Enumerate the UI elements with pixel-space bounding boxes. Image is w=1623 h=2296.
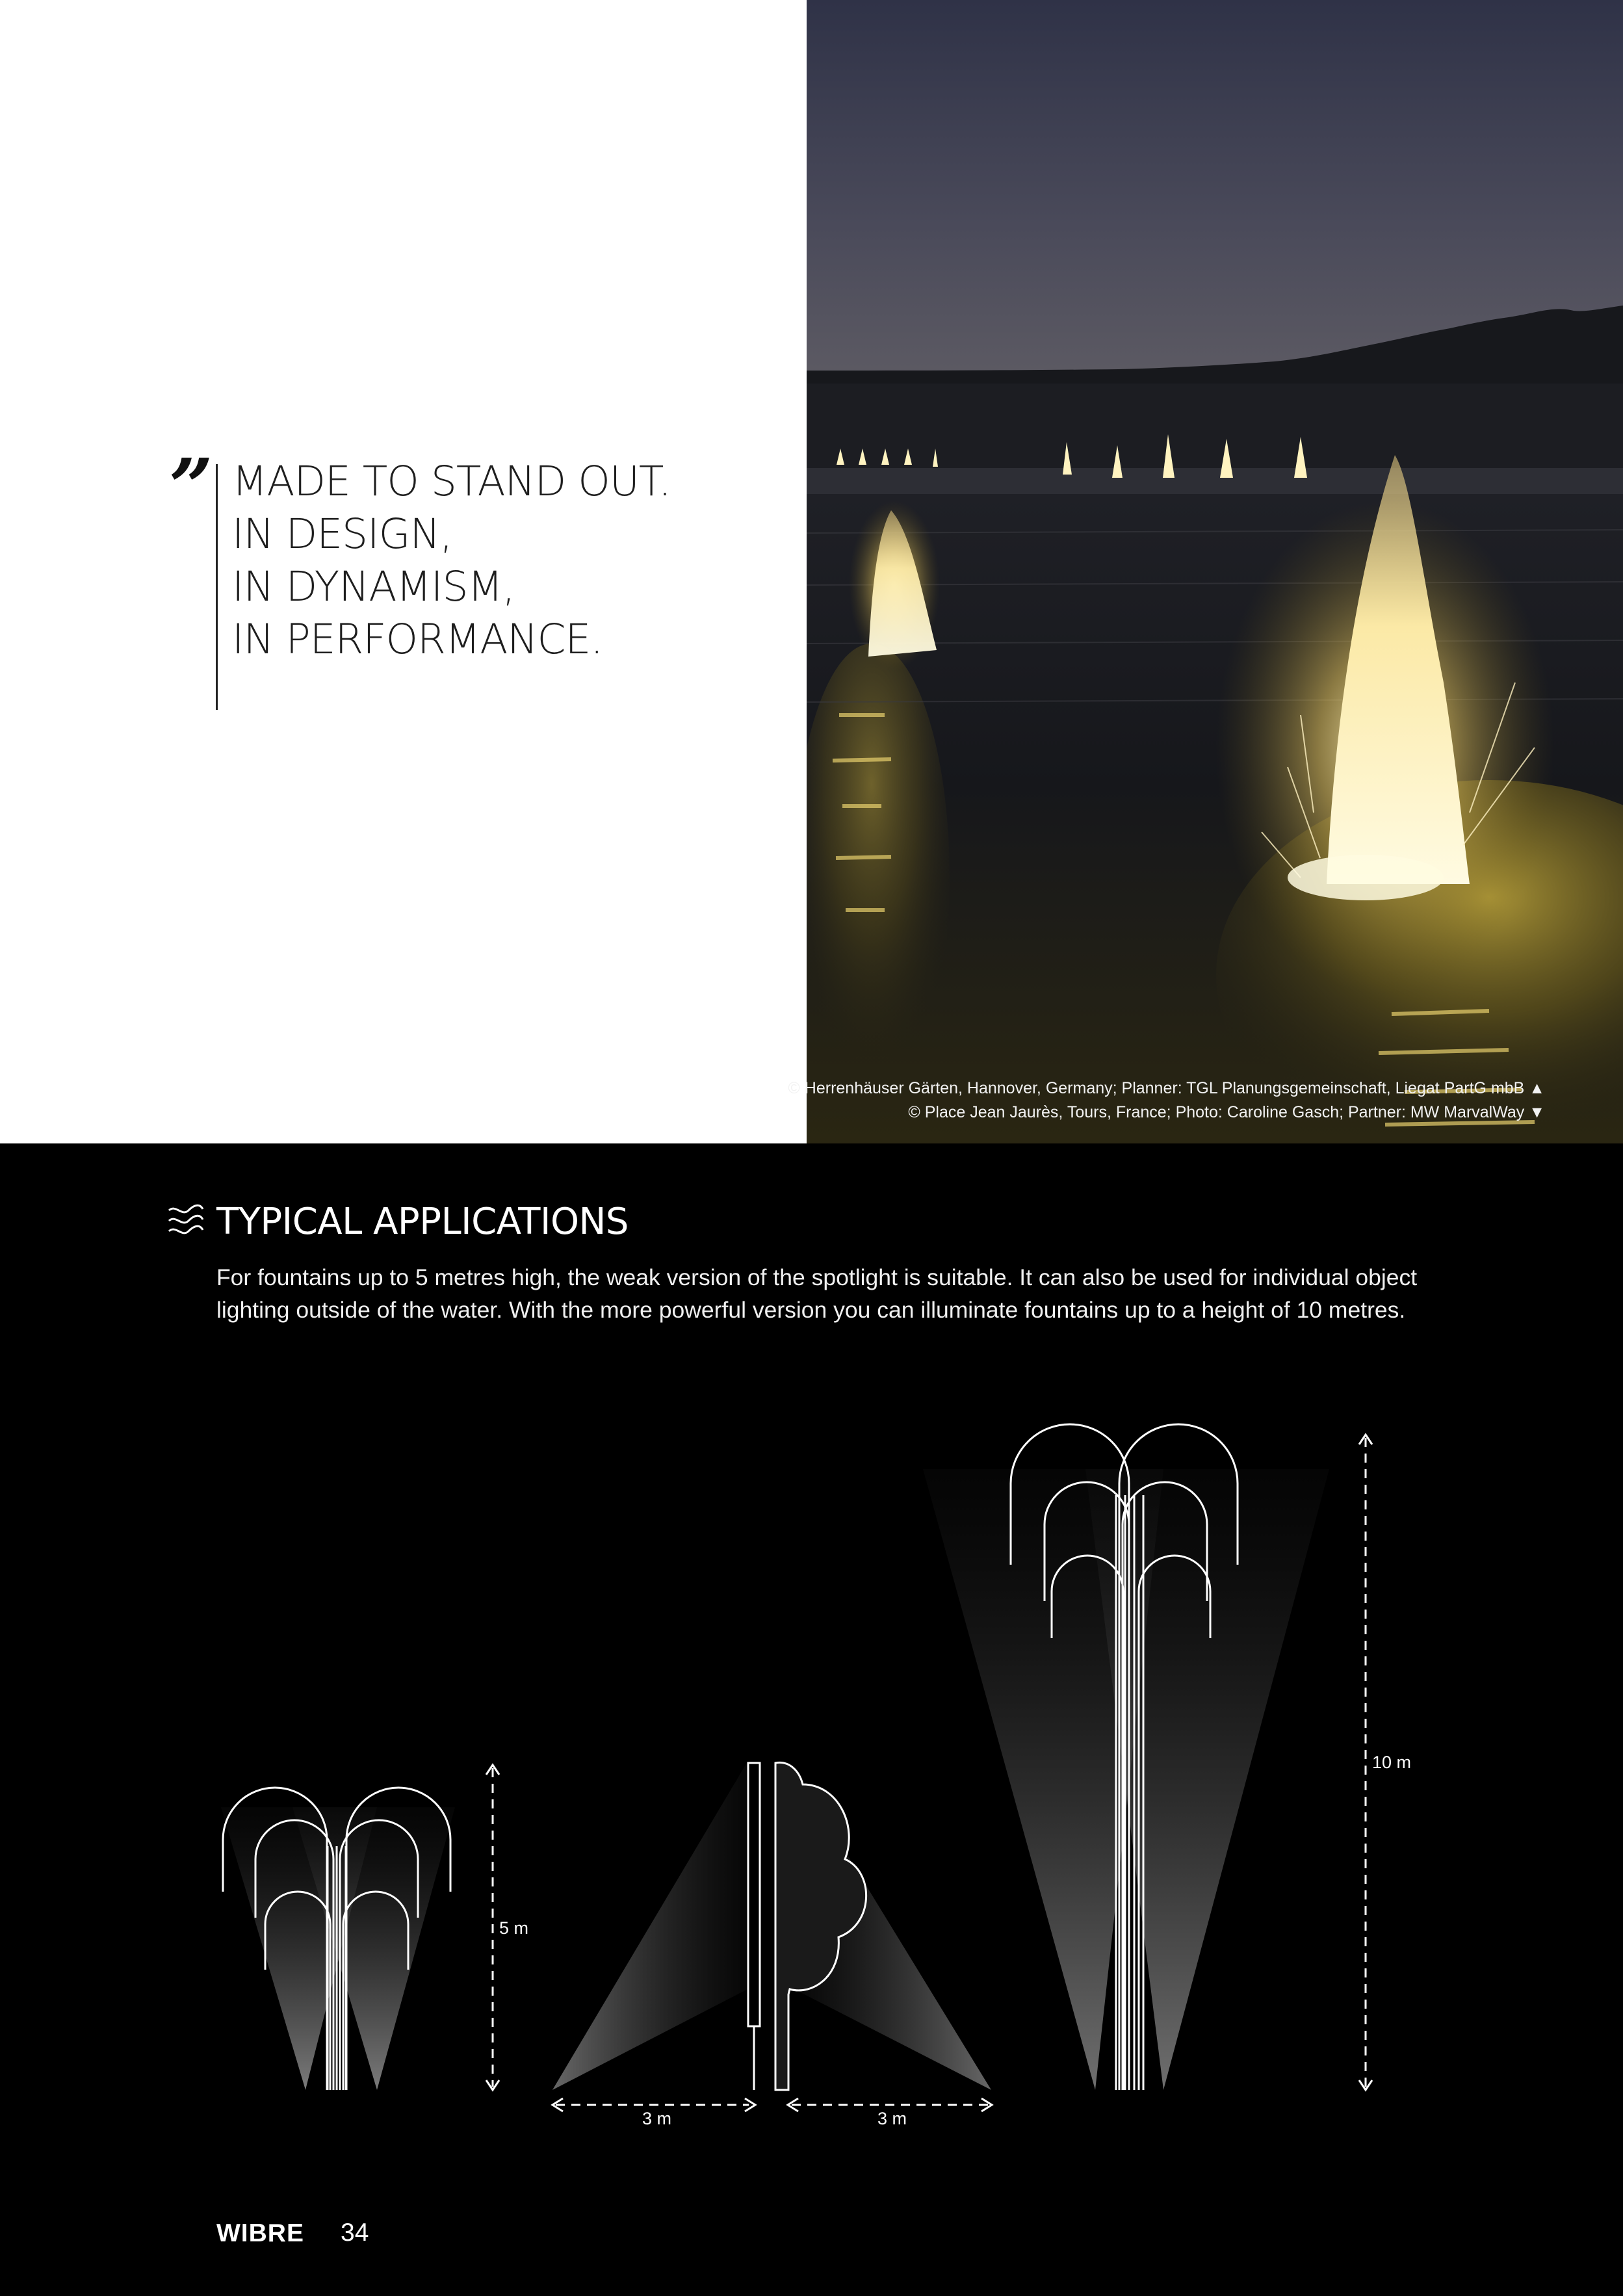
applications-diagram	[0, 1398, 1623, 2145]
tagline-line-1: MADE TO STAND OUT.	[232, 458, 671, 505]
tagline-line-4: IN PERFORMANCE.	[232, 616, 603, 663]
photo-credit-line-1: © Herrenhäuser Gärten, Hannover, Germany; Planner: TGL Planungsgemeinschaft, Liegat PartG mbB ▲	[788, 1079, 1545, 1097]
tagline-line-3: IN DYNAMISM,	[232, 563, 515, 610]
photo-credit-line-2: © Place Jean Jaurès, Tours, France; Photo: Caroline Gasch; Partner: MW MarvalWay ▼	[908, 1103, 1545, 1121]
page-number: 34	[341, 2219, 369, 2247]
object-lighting-figure	[552, 1762, 991, 2090]
fountain-10m-figure	[923, 1424, 1329, 2090]
quote-mark: ”	[169, 441, 213, 532]
label-3m-left: 3 m	[642, 2109, 672, 2128]
label-5m: 5 m	[499, 1918, 529, 1938]
body-line-1: For fountains up to 5 metres high, the weak version of the spotlight is suitable. It can also be used for individual object	[216, 1264, 1418, 1290]
section-title: TYPICAL APPLICATIONS	[216, 1201, 629, 1243]
waves-icon	[168, 1203, 204, 1239]
quote-rule	[216, 464, 218, 710]
label-3m-right: 3 m	[877, 2109, 907, 2128]
fountain-photo	[807, 0, 1623, 1143]
tagline-line-2: IN DESIGN,	[232, 510, 452, 558]
body-line-2: lighting outside of the water. With the more powerful version you can illuminate fountains up to a height of 10 metres.	[216, 1297, 1406, 1323]
label-10m: 10 m	[1372, 1753, 1412, 1772]
section-body	[216, 1261, 1451, 1326]
fountain-5m-figure	[221, 1788, 455, 2090]
tagline-quote	[232, 455, 671, 666]
brand-logo: WIBRE	[216, 2219, 304, 2247]
photo-credits	[788, 1076, 1545, 1125]
